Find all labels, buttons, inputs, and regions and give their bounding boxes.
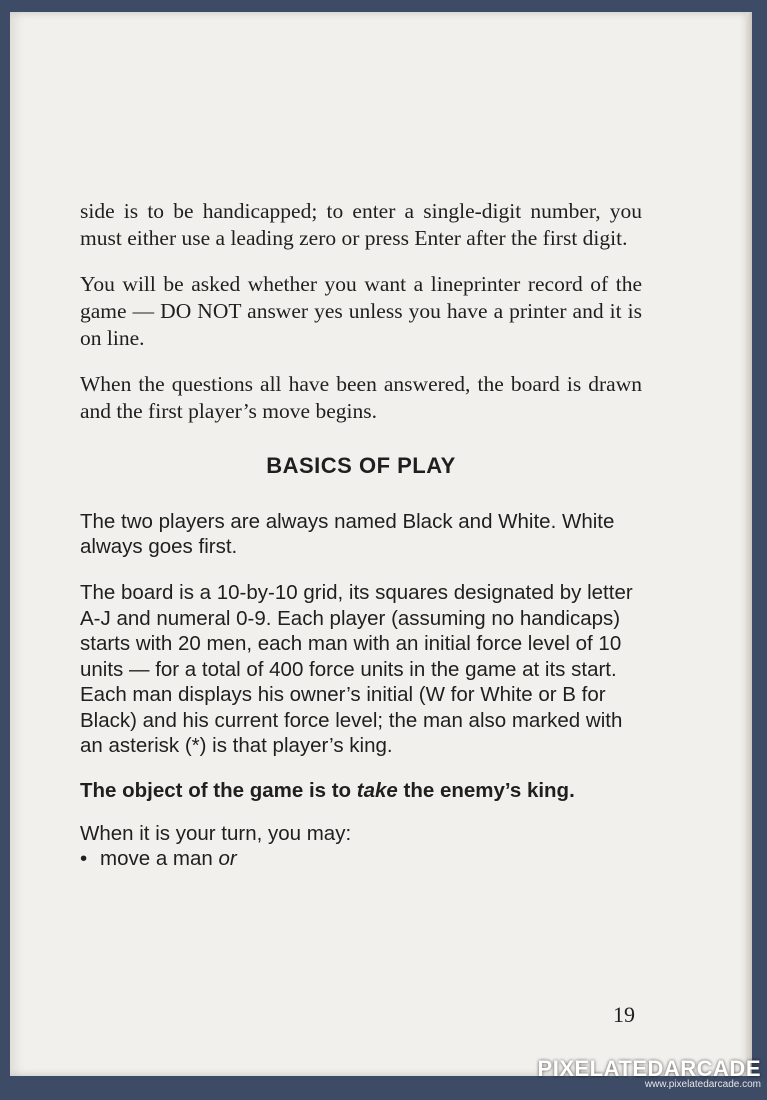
page-number: 19: [613, 1002, 635, 1027]
paragraph-objective: [80, 778, 642, 803]
watermark-title: PIXELATEDARCADE: [537, 1056, 761, 1081]
objective-text-after: the enemy’s king.: [397, 778, 575, 802]
watermark-url: www.pixelatedarcade.com: [644, 1079, 761, 1090]
list-item-text: move a man: [100, 846, 219, 870]
list-item-emphasis: or: [218, 846, 237, 870]
paragraph-your-turn: When it is your turn, you may:: [80, 821, 352, 845]
list-item: [80, 846, 642, 871]
page-edge: [746, 12, 752, 1076]
objective-text-before: The object of the game is to: [80, 778, 357, 802]
manual-page: [10, 12, 752, 1076]
watermark: [538, 1056, 761, 1090]
bullet-icon: •: [80, 846, 88, 870]
options-list: [80, 846, 642, 871]
paragraph-players: The two players are always named Black and White. White always goes first.: [80, 510, 615, 558]
paragraph-handicap: side is to be handicapped; to enter a single-digit number, you must either use a leading zero or press Enter after the first digit.: [80, 199, 642, 250]
objective-emphasis: take: [356, 778, 398, 802]
paragraph-board: The board is a 10-by-10 grid, its squares designated by letter A-J and numeral 0-9. Each player (assuming no handicaps) starts with 20 men, each man with an initial force level of 10 units — for a total of 400 force units in the game at its start. Each man displays his owner’s initial (W for White or B for Black) and his current force level; the man also marked with an asterisk (*) is that player’s king.: [80, 581, 633, 757]
section-heading: BASICS OF PLAY: [266, 453, 456, 478]
page-content: [80, 198, 642, 871]
paragraph-board-drawn: When the questions all have been answered, the board is drawn and the first player’s move begins.: [80, 372, 642, 423]
paragraph-lineprinter: You will be asked whether you want a lineprinter record of the game — DO NOT answer yes unless you have a printer and it is on line.: [80, 272, 642, 350]
